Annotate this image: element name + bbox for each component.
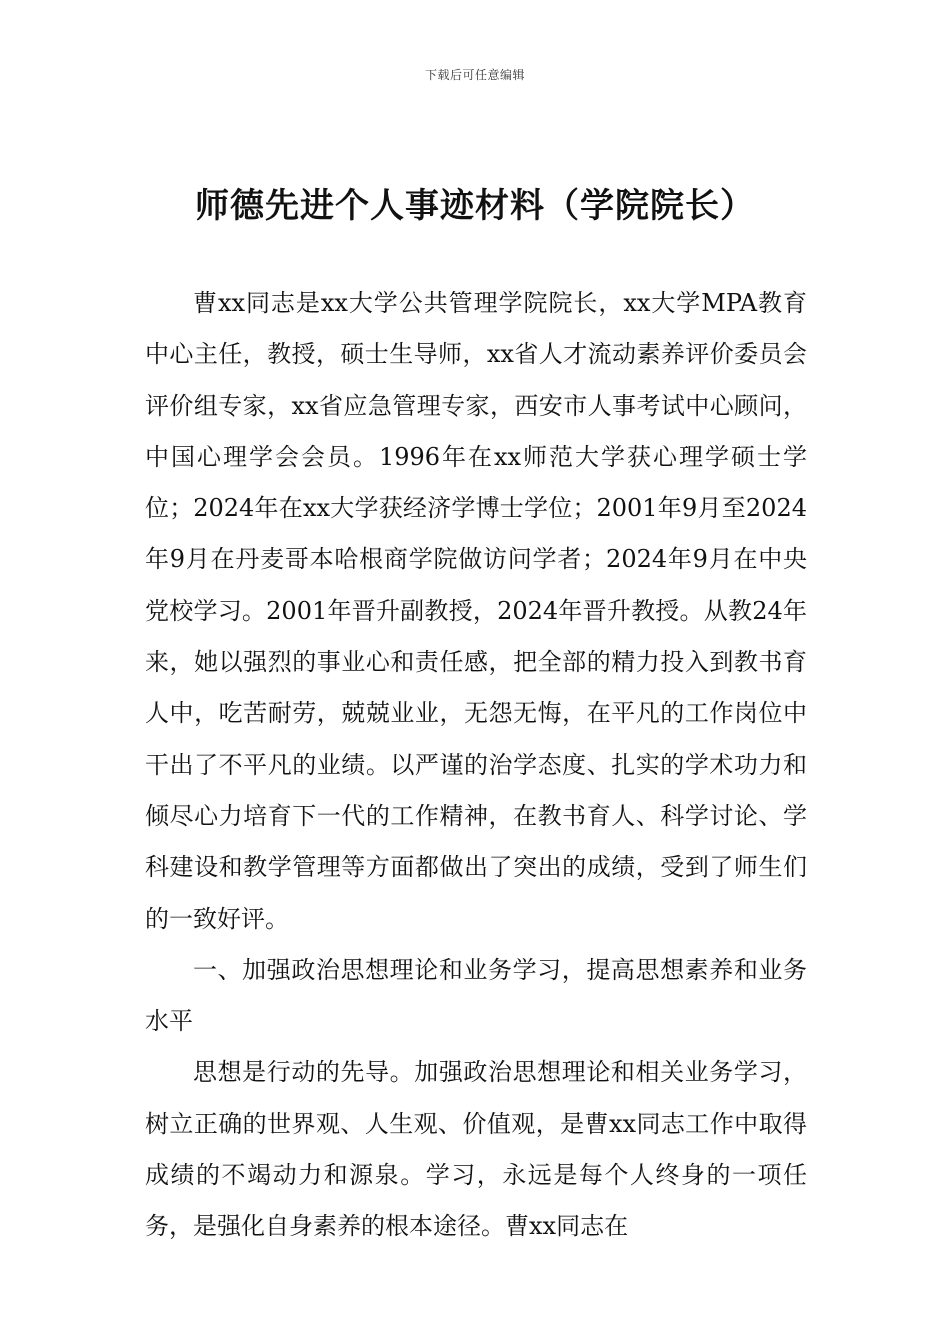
document-body [145,278,807,1253]
document-title: 师德先进个人事迹材料（学院院长） [195,186,755,226]
paragraph-intro: 曹xx同志是xx大学公共管理学院院长，xx大学MPA教育中心主任，教授，硕士生导师，xx省人才流动素养评价委员会评价组专家，xx省应急管理专家，西安市人事考试中心顾问，中国心理学会会员。1996年在xx师范大学获心理学硕士学位；2024年在xx大学获经济学博士学位；2001年9月至2024年9月在丹麦哥本哈根商学院做访问学者；2024年9月在中央党校学习。2001年晋升副教授，2024年晋升教授。从教24年来，她以强烈的事业心和责任感，把全部的精力投入到教书育人中，吃苦耐劳，兢兢业业，无怨无悔，在平凡的工作岗位中干出了不平凡的业绩。以严谨的治学态度、扎实的学术功力和倾尽心力培育下一代的工作精神，在教书育人、科学讨论、学科建设和教学管理等方面都做出了突出的成绩，受到了师生们的一致好评。 [145,289,807,933]
header-note: 下载后可任意编辑 [424,68,525,82]
paragraph-section-body: 思想是行动的先导。加强政治思想理论和相关业务学习，树立正确的世界观、人生观、价值观，是曹xx同志工作中取得成绩的不竭动力和源泉。学习，永远是每个人终身的一项任务，是强化自身素养的根本途径。曹xx同志在 [145,1058,807,1241]
paragraph-section-heading: 一、加强政治思想理论和业务学习，提高思想素养和业务水平 [145,955,807,1036]
